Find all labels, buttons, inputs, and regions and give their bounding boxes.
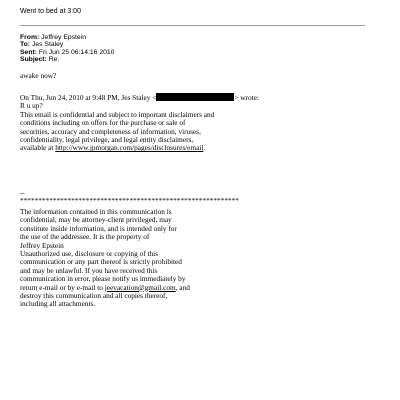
subject-label: Subject: [20,55,47,63]
disclaimer-line: securities, accuracy and completeness of information, viruses, [20,126,201,136]
confidentiality-notice [20,208,190,309]
notice-line: Unauthorized use, disclosure or copying of this [20,249,159,259]
notice-line: communication in error, please notify us immediately by [20,274,186,284]
to-value: Jes Staley [31,41,64,49]
notice-line: constitute inside information, and is intended only for [20,223,177,233]
disclaimer-line: confidentiality, legal privilege, and legal entity disclaimers, [20,135,194,145]
header-divider [20,25,365,26]
notice-line: Jeffrey Epstein [20,240,64,250]
signature-dashes: -- [20,188,25,197]
notice-line: confidential, may be attorney-client privileged, may [20,215,172,225]
disclaimer-line: conditions including on offers for the purchase or sale of [20,118,186,128]
disclaimer-available-pre: available at [20,143,56,153]
from-value: Jeffrey Epstein [41,34,86,41]
top-note: Went to bed at 3:00 [20,8,81,15]
notice-line: and may be unlawful. If you have received this [20,265,158,275]
quote-intro-post: > wrote: [234,93,259,102]
sent-value: Fri Jun 25 06:14:16 2010 [38,48,115,56]
disclaimer-line: This email is confidential and subject to important disclaimers and [20,109,215,119]
sent-label: Sent: [20,48,37,56]
notice-return-post: , and [175,282,190,292]
notice-line: the use of the addressee. It is the property of [20,232,150,242]
subject-row [20,56,114,63]
notice-line: communication or any part thereof is strictly prohibited [20,257,182,267]
redaction-box [156,93,234,101]
quote-intro [20,93,259,102]
reply-text: awake now? [20,71,57,80]
quote-intro-pre: On Thu, Jun 24, 2010 at 9:48 PM, Jes Staley < [20,93,157,102]
from-label: From: [20,34,40,41]
email-header [20,34,114,63]
quoted-message [20,93,259,153]
subject-value: Re: [48,55,60,63]
to-label: To: [20,41,31,49]
notice-line: destroy this communication and all copies thereof, [20,291,168,301]
from-row [20,34,114,41]
sent-row [20,49,114,56]
disclaimer-available-post: . [203,143,206,153]
quote-line: R u up? [20,101,43,111]
contact-email-link[interactable]: jeevacation@gmail.com [104,282,176,292]
disclaimer-available [20,144,259,152]
disclosures-link[interactable]: http://www.jpmorgan.com/pages/disclosures/email [55,143,204,153]
notice-line: including all attachments. [20,299,96,309]
to-row [20,41,114,48]
notice-line: The information contained in this communication is [20,207,172,216]
notice-return-pre: return e-mail or by e-mail to [20,282,105,292]
asterisk-rule: ************************************************************ [20,196,239,205]
